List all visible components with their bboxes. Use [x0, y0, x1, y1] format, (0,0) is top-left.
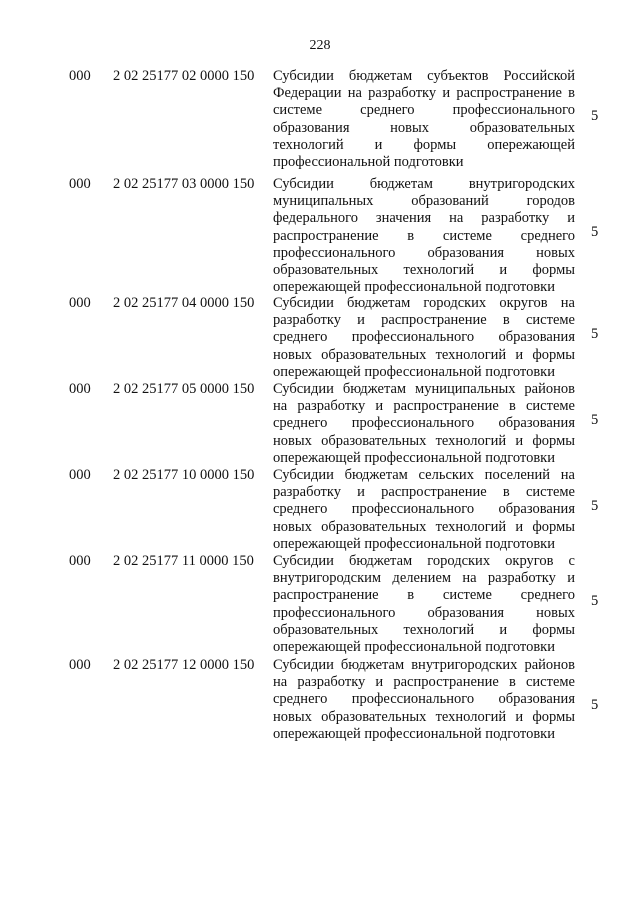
admin-code: 000	[69, 657, 91, 673]
row-description: Субсидии бюджетам субъектов Российской Федерации на разработку и распространение в системе среднего профессионального образования новых образовательных технологий и формы опережающей профессиональной подготовки	[273, 68, 575, 171]
row-amount: 5	[591, 224, 599, 240]
admin-code: 000	[69, 68, 91, 84]
budget-classification-code: 2 02 25177 04 0000 150	[113, 295, 255, 311]
budget-classification-code: 2 02 25177 11 0000 150	[113, 553, 254, 569]
row-description: Субсидии бюджетам городских округов с внутригородским делением на разработку и распространение в системе среднего профессионального образования новых образовательных технологий и формы опережающей профессиональной подготовки	[273, 553, 575, 656]
row-amount: 5	[591, 697, 599, 713]
budget-classification-code: 2 02 25177 10 0000 150	[113, 467, 255, 483]
budget-classification-code: 2 02 25177 03 0000 150	[113, 176, 255, 192]
admin-code: 000	[69, 381, 91, 397]
budget-classification-code: 2 02 25177 02 0000 150	[113, 68, 255, 84]
row-amount: 5	[591, 412, 599, 428]
row-amount: 5	[591, 326, 599, 342]
row-amount: 5	[591, 593, 599, 609]
admin-code: 000	[69, 467, 91, 483]
admin-code: 000	[69, 553, 91, 569]
row-description: Субсидии бюджетам сельских поселений на разработку и распространение в системе среднего профессионального образования новых образовательных технологий и формы опережающей профессиональной подготовки	[273, 467, 575, 552]
row-description: Субсидии бюджетам городских округов на разработку и распространение в системе среднего профессионального образования новых образовательных технологий и формы опережающей профессиональной подготовки	[273, 295, 575, 380]
page-number: 228	[309, 38, 331, 53]
admin-code: 000	[69, 295, 91, 311]
row-description: Субсидии бюджетам муниципальных районов на разработку и распространение в системе среднего профессионального образования новых образовательных технологий и формы опережающей профессиональной подготовки	[273, 381, 575, 466]
budget-classification-code: 2 02 25177 12 0000 150	[113, 657, 255, 673]
row-amount: 5	[591, 108, 599, 124]
budget-classification-code: 2 02 25177 05 0000 150	[113, 381, 255, 397]
admin-code: 000	[69, 176, 91, 192]
row-description: Субсидии бюджетам внутригородских муниципальных образований городов федерального значения на разработку и распространение в системе среднего профессионального образования новых образовательных технологий и формы опережающей профессиональной подготовки	[273, 176, 575, 296]
row-amount: 5	[591, 498, 599, 514]
row-description: Субсидии бюджетам внутригородских районов на разработку и распространение в системе среднего профессионального образования новых образовательных технологий и формы опережающей профессиональной подготовки	[273, 657, 575, 742]
